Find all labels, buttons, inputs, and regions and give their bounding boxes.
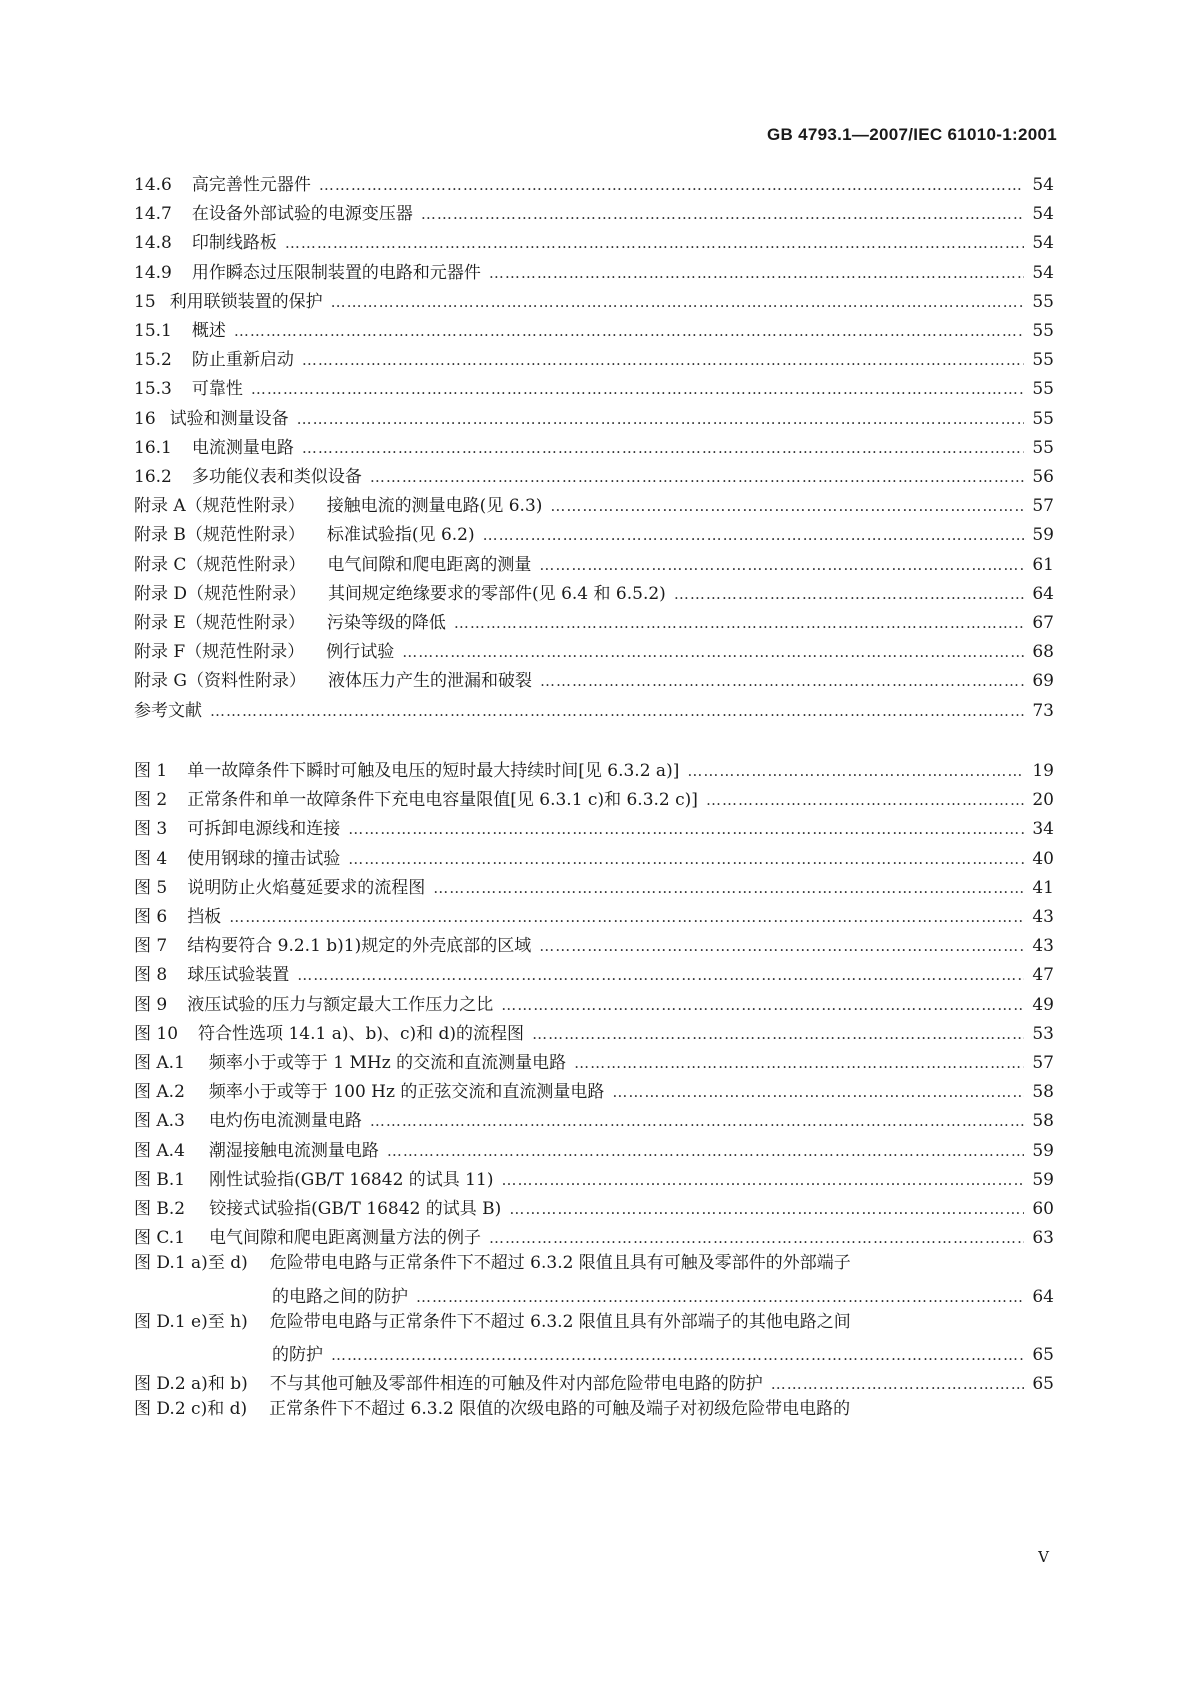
figure-entry[interactable] [134, 990, 1054, 1016]
entry-page-number: 65 [1032, 1345, 1054, 1365]
entry-label: 15.3 [134, 379, 172, 400]
entry-title: 高完善性元器件 [191, 175, 311, 195]
figure-entry[interactable] [134, 1311, 1054, 1337]
entry-label: 图 2 [134, 790, 168, 811]
leader-dots [302, 349, 1024, 371]
entry-label: 附录 A（规范性附录） [134, 496, 305, 517]
entry-page-number: 53 [1032, 1023, 1054, 1044]
figure-entry[interactable] [134, 902, 1054, 928]
leader-dots [612, 1081, 1024, 1103]
entry-title: 可靠性 [191, 379, 243, 400]
leader-dots [210, 700, 1024, 722]
entry-label: 14.9 [134, 262, 172, 283]
entry-page-number: 67 [1032, 613, 1054, 633]
entry-title: 正常条件和单一故障条件下充电电容量限值[见 6.3.1 c)和 6.3.2 c)] [187, 790, 698, 811]
entry-label: 15.1 [134, 321, 172, 341]
entry-page-number: 58 [1032, 1082, 1054, 1103]
entry-page-number: 56 [1032, 467, 1054, 487]
leader-dots [331, 1344, 1024, 1366]
entry-page-number: 20 [1032, 790, 1054, 811]
entry-page-number: 60 [1032, 1199, 1054, 1219]
entry-label: 图 D.1 e)至 h) [134, 1311, 248, 1332]
entry-title: 铰接式试验指(GB/T 16842 的试具 B) [209, 1199, 502, 1219]
entry-title: 球压试验装置 [187, 965, 290, 986]
entry-title: 多功能仪表和类似设备 [191, 467, 362, 487]
figure-entry[interactable] [134, 814, 1054, 840]
toc-entry[interactable] [134, 462, 1054, 488]
leader-dots [509, 1198, 1024, 1220]
toc-entry[interactable] [134, 608, 1054, 634]
figure-entry-continuation[interactable] [272, 1340, 1054, 1366]
entry-label: 16 [134, 408, 156, 429]
entry-title: 频率小于或等于 100 Hz 的正弦交流和直流测量电路 [208, 1082, 605, 1103]
entry-page-number: 54 [1032, 233, 1054, 254]
entry-title: 接触电流的测量电路(见 6.3) [326, 496, 543, 517]
leader-dots [251, 378, 1024, 400]
entry-label: 图 7 [134, 936, 168, 957]
entry-title: 电气间隙和爬电距离测量方法的例子 [209, 1228, 482, 1249]
figure-entry[interactable] [134, 1077, 1054, 1103]
entry-label: 图 6 [134, 907, 168, 927]
figure-entry[interactable] [134, 1136, 1054, 1162]
leader-dots [574, 1052, 1024, 1074]
entry-label: 附录 C（规范性附录） [134, 554, 306, 575]
entry-title: 正常条件下不超过 6.3.2 限值的次级电路的可触及端子对初级危险带电电路的 [269, 1399, 851, 1420]
leader-dots [348, 818, 1024, 840]
entry-title-continued: 的防护 [272, 1345, 323, 1365]
entry-label: 图 5 [134, 877, 168, 898]
toc-entry[interactable] [134, 637, 1054, 663]
entry-page-number: 41 [1032, 877, 1054, 898]
leader-dots [433, 877, 1024, 899]
entry-title: 例行试验 [326, 642, 395, 663]
entry-title: 试验和测量设备 [169, 408, 289, 429]
entry-page-number: 68 [1032, 642, 1054, 663]
entry-label: 图 3 [134, 819, 168, 840]
entry-title: 其间规定绝缘要求的零部件(见 6.4 和 6.5.2) [328, 583, 666, 604]
toc-entry[interactable] [134, 170, 1054, 196]
entry-label: 图 A.4 [134, 1140, 185, 1161]
entry-page-number: 34 [1032, 819, 1054, 840]
entry-label: 图 B.1 [134, 1169, 186, 1190]
leader-dots [706, 789, 1024, 811]
leader-dots [348, 848, 1024, 870]
leader-dots [285, 232, 1024, 254]
leader-dots [421, 203, 1024, 225]
entry-page-number: 49 [1032, 994, 1054, 1015]
entry-page-number: 43 [1032, 936, 1054, 957]
toc-entry[interactable] [134, 287, 1054, 313]
entry-page-number: 59 [1032, 525, 1054, 546]
toc-entry[interactable] [134, 345, 1054, 371]
entry-page-number: 65 [1032, 1374, 1054, 1395]
figure-entry[interactable] [134, 1165, 1054, 1191]
figure-entry[interactable] [134, 756, 1054, 782]
figure-entry[interactable] [134, 1106, 1054, 1132]
entry-page-number: 61 [1032, 554, 1054, 575]
leader-dots [297, 964, 1024, 986]
toc-entry[interactable] [134, 374, 1054, 400]
figure-entry[interactable] [134, 1048, 1054, 1074]
entry-page-number: 57 [1032, 1053, 1054, 1073]
entry-page-number: 43 [1032, 907, 1054, 927]
leader-dots [489, 1227, 1024, 1249]
entry-label: 图 8 [134, 965, 168, 986]
entry-label: 15.2 [134, 350, 172, 371]
leader-dots [483, 524, 1024, 546]
entry-page-number: 55 [1032, 321, 1054, 341]
entry-label: 图 4 [134, 848, 168, 869]
entry-page-number: 55 [1032, 291, 1054, 312]
leader-dots [454, 612, 1024, 634]
entry-page-number: 64 [1032, 583, 1054, 604]
leader-dots [319, 174, 1024, 196]
entry-title: 刚性试验指(GB/T 16842 的试具 11) [209, 1169, 494, 1190]
entry-title-continued: 的电路之间的防护 [272, 1286, 408, 1307]
entry-page-number: 54 [1032, 175, 1054, 195]
entry-label: 15 [134, 291, 156, 312]
entry-label: 附录 D（规范性附录） [134, 583, 307, 604]
entry-title: 液体压力产生的泄漏和破裂 [327, 671, 532, 692]
leader-dots [540, 670, 1024, 692]
entry-label: 16.2 [134, 467, 172, 487]
leader-dots [229, 906, 1024, 928]
entry-label: 图 9 [134, 994, 168, 1015]
entry-title: 污染等级的降低 [326, 613, 446, 633]
figure-entry[interactable] [134, 1223, 1054, 1249]
leader-dots [501, 1169, 1024, 1191]
figure-entry[interactable] [134, 785, 1054, 811]
leader-dots [550, 495, 1024, 517]
entry-label: 图 B.2 [134, 1199, 186, 1219]
entry-label: 图 D.2 a)和 b) [134, 1374, 248, 1395]
entry-label: 附录 E（规范性附录） [134, 613, 305, 633]
leader-dots [501, 994, 1024, 1016]
toc-entry[interactable] [134, 228, 1054, 254]
figure-entry[interactable] [134, 1398, 1054, 1424]
entry-title: 符合性选项 14.1 a)、b)、c)和 d)的流程图 [198, 1023, 525, 1044]
toc-entry[interactable] [134, 550, 1054, 576]
leader-dots [532, 1023, 1024, 1045]
entry-label: 附录 B（规范性附录） [134, 525, 305, 546]
entry-page-number: 47 [1032, 965, 1054, 986]
toc-entry[interactable] [134, 666, 1054, 692]
leader-dots [302, 437, 1024, 459]
entry-title: 概述 [191, 321, 226, 341]
entry-label: 图 A.1 [134, 1053, 185, 1073]
figure-entry[interactable] [134, 844, 1054, 870]
figure-entry[interactable] [134, 960, 1054, 986]
entry-title: 频率小于或等于 1 MHz 的交流和直流测量电路 [208, 1053, 567, 1073]
entry-page-number: 59 [1032, 1140, 1054, 1161]
toc-entry[interactable] [134, 433, 1054, 459]
entry-label: 附录 F（规范性附录） [134, 642, 305, 663]
entry-title: 电灼伤电流测量电路 [208, 1111, 362, 1132]
figure-entry[interactable] [134, 1019, 1054, 1045]
entry-label: 图 D.2 c)和 d) [134, 1399, 248, 1420]
toc-entry[interactable] [134, 520, 1054, 546]
standard-header: GB 4793.1—2007/IEC 61010-1:2001 [767, 125, 1057, 144]
entry-label: 图 A.2 [134, 1082, 185, 1103]
entry-title: 潮湿接触电流测量电路 [208, 1140, 379, 1161]
entry-title: 使用钢球的撞击试验 [187, 848, 341, 869]
entry-title: 利用联锁装置的保护 [169, 291, 323, 312]
entry-title: 危险带电电路与正常条件下不超过 6.3.2 限值且具有可触及零部件的外部端子 [269, 1253, 851, 1274]
figure-entry[interactable] [134, 873, 1054, 899]
entry-page-number: 55 [1032, 437, 1054, 458]
leader-dots [402, 641, 1024, 663]
leader-dots [297, 408, 1024, 430]
entry-label: 14.6 [134, 175, 172, 195]
entry-title: 不与其他可触及零部件相连的可触及件对内部危险带电电路的防护 [269, 1374, 763, 1395]
figure-entry[interactable] [134, 931, 1054, 957]
entry-title: 印制线路板 [191, 233, 277, 254]
entry-page-number: 55 [1032, 379, 1054, 400]
entry-title: 用作瞬态过压限制装置的电路和元器件 [191, 262, 481, 283]
toc-entry[interactable] [134, 258, 1054, 284]
leader-dots [489, 262, 1024, 284]
entry-label: 图 1 [134, 761, 168, 781]
entry-page-number: 57 [1032, 496, 1054, 517]
toc-entry[interactable] [134, 579, 1054, 605]
entry-page-number: 19 [1032, 761, 1054, 781]
entry-page-number: 58 [1032, 1111, 1054, 1132]
entry-page-number: 64 [1032, 1286, 1054, 1307]
leader-dots [687, 760, 1024, 782]
entry-page-number: 63 [1032, 1228, 1054, 1249]
entry-title: 电流测量电路 [191, 437, 294, 458]
entry-label: 附录 G（资料性附录） [134, 671, 306, 692]
entry-page-number: 55 [1032, 350, 1054, 371]
entry-label: 图 C.1 [134, 1228, 186, 1249]
leader-dots [539, 554, 1024, 576]
entry-label: 参考文献 [134, 700, 202, 721]
leader-dots [674, 583, 1024, 605]
entry-title: 结构要符合 9.2.1 b)1)规定的外壳底部的区域 [187, 936, 532, 957]
entry-title: 可拆卸电源线和连接 [187, 819, 341, 840]
toc-entry[interactable] [134, 404, 1054, 430]
toc-entry[interactable] [134, 199, 1054, 225]
entry-label: 图 10 [134, 1023, 179, 1044]
entry-title: 危险带电电路与正常条件下不超过 6.3.2 限值且具有外部端子的其他电路之间 [269, 1311, 851, 1332]
entry-label: 14.8 [134, 233, 172, 254]
leader-dots [370, 1110, 1024, 1132]
entry-page-number: 55 [1032, 408, 1054, 429]
leader-dots [416, 1286, 1024, 1308]
entry-title: 在设备外部试验的电源变压器 [191, 204, 413, 225]
entry-page-number: 73 [1032, 700, 1054, 721]
leader-dots [234, 320, 1024, 342]
entry-title: 电气间隙和爬电距离的测量 [327, 554, 532, 575]
entry-title: 防止重新启动 [191, 350, 294, 371]
entry-page-number: 54 [1032, 262, 1054, 283]
entry-title: 说明防止火焰蔓延要求的流程图 [187, 877, 426, 898]
figure-entry[interactable] [134, 1369, 1054, 1395]
toc-entry[interactable] [134, 696, 1054, 722]
figure-entry[interactable] [134, 1252, 1054, 1278]
entry-label: 图 D.1 a)至 d) [134, 1253, 248, 1274]
entry-page-number: 59 [1032, 1169, 1054, 1190]
entry-title: 标准试验指(见 6.2) [326, 525, 475, 546]
entry-label: 16.1 [134, 437, 172, 458]
entry-label: 图 A.3 [134, 1111, 185, 1132]
entry-label: 14.7 [134, 204, 172, 225]
leader-dots [771, 1373, 1024, 1395]
entry-title: 挡板 [187, 907, 222, 927]
toc-entry[interactable] [134, 316, 1054, 342]
entry-title: 液压试验的压力与额定最大工作压力之比 [187, 994, 494, 1015]
leader-dots [539, 935, 1024, 957]
entry-page-number: 69 [1032, 671, 1054, 692]
leader-dots [370, 466, 1024, 488]
entry-page-number: 54 [1032, 204, 1054, 225]
entry-title: 单一故障条件下瞬时可触及电压的短时最大持续时间[见 6.3.2 a)] [187, 761, 680, 781]
entry-page-number: 40 [1032, 848, 1054, 869]
figure-entry[interactable] [134, 1194, 1054, 1220]
toc-entry[interactable] [134, 491, 1054, 517]
figure-entry-continuation[interactable] [272, 1282, 1054, 1308]
leader-dots [331, 291, 1024, 313]
leader-dots [387, 1140, 1024, 1162]
page-number: V [1038, 1548, 1049, 1566]
